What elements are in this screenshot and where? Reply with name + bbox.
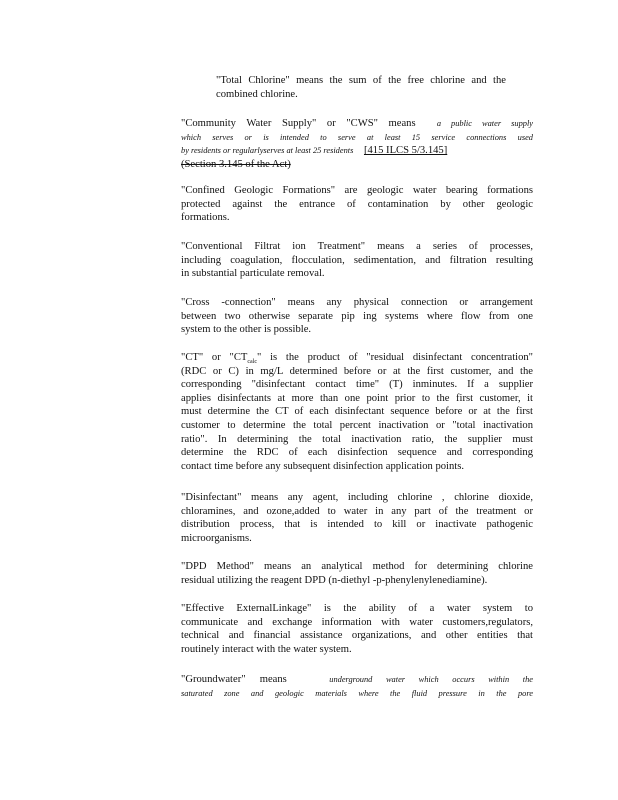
- definition-effective-external-linkage: [181, 602, 533, 656]
- text-line: ratio". In determining the total inactivation ratio, the supplier must: [181, 433, 533, 445]
- text-line: customer to determine the total percent inactivation or "total inactivation: [181, 419, 533, 431]
- text-line: combined chlorine.: [216, 88, 298, 100]
- definition-conventional-filtration: [181, 240, 533, 281]
- text-line: applies disinfectants at more than one point prior to the first customer, it: [181, 392, 533, 404]
- text-line: routinely interact with the water system.: [181, 643, 352, 655]
- text-line: [181, 673, 533, 687]
- text-line: "Confined Geologic Formations" are geologic water bearing formations: [181, 185, 533, 196]
- definition-community-water-supply: [181, 117, 533, 171]
- text-line: formations.: [181, 212, 230, 224]
- text-line: contact time before any subsequent disinfection application points.: [181, 460, 465, 472]
- text-line: "Total Chlorine" means the sum of the free chlorine and the: [216, 75, 506, 86]
- defined-term: "Groundwater" means: [181, 674, 287, 685]
- text-line: must determine the CT of each disinfectant sequence before or at the first: [181, 406, 533, 418]
- definition-dpd-method: [181, 560, 533, 587]
- defined-term: "Community Water Supply" or "CWS" means: [181, 118, 416, 129]
- statutory-text: a public water supply: [436, 119, 533, 128]
- defined-term: "CT" or "CT: [181, 352, 248, 363]
- statutory-text-line: saturated zone and geologic materials where the fluid pressure in the pore: [181, 688, 533, 698]
- statutory-text: underground water which occurs within the: [329, 675, 533, 684]
- subscript: calc: [247, 359, 258, 366]
- definition-ct: [181, 351, 533, 473]
- definition-confined-geologic-formations: [181, 184, 533, 225]
- statutory-text-line: which serves or is intended to serve at least 15 service connections used: [181, 132, 533, 142]
- text-line: between two otherwise separate pip ing systems where flow from one: [181, 310, 533, 322]
- text-line: chloramines, and ozone,added to water in any part of the treatment or: [181, 505, 533, 517]
- text-line: distribution process, that is intended to kill or inactivate pathogenic: [181, 519, 533, 531]
- text-line: technical and financial assistance organizations, and other entities that: [181, 630, 533, 642]
- text-line: [181, 117, 533, 131]
- struck-citation: (Section 3.145 of the Act): [181, 158, 291, 170]
- definition-total-chlorine: [216, 74, 506, 101]
- text-fragment: " is the product of "residual disinfectant concentration": [257, 352, 534, 363]
- statute-citation: [415 ILCS 5/3.145]: [363, 145, 448, 157]
- text-line: [181, 144, 533, 158]
- statutory-text: by residents or regularlyserves at least 25 residents: [181, 146, 354, 156]
- text-line: "Conventional Filtrat ion Treatment" means a series of processes,: [181, 241, 533, 252]
- text-line: communicate and exchange information with water customers,regulators,: [181, 616, 533, 628]
- definition-cross-connection: [181, 296, 533, 337]
- definition-disinfectant: [181, 491, 533, 545]
- definition-groundwater: [181, 673, 533, 700]
- text-line: protected against the entrance of contamination by other geologic: [181, 198, 533, 210]
- text-line: in substantial particulate removal.: [181, 268, 325, 280]
- text-line: "Cross -connection" means any physical connection or arrangement: [181, 297, 533, 308]
- text-line: "DPD Method" means an analytical method for determining chlorine: [181, 561, 533, 572]
- text-line: (RDC or C) in mg/L determined before or at the first customer, and the: [181, 365, 533, 377]
- text-line: determine the RDC of each disinfection sequence and corresponding: [181, 447, 533, 459]
- text-line: "Effective ExternalLinkage" is the ability of a water system to: [181, 603, 533, 614]
- text-line: including coagulation, flocculation, sedimentation, and filtration resulting: [181, 254, 533, 266]
- text-line: microorganisms.: [181, 532, 252, 544]
- text-line: "Disinfectant" means any agent, including chlorine , chlorine dioxide,: [181, 492, 533, 503]
- text-line: system to the other is possible.: [181, 324, 312, 336]
- text-line: [181, 351, 533, 365]
- text-line: residual utilizing the reagent DPD (n-diethyl -p-phenylenylenediamine).: [181, 574, 488, 586]
- text-line: corresponding "disinfectant contact time" (T) inminutes. If a supplier: [181, 379, 533, 391]
